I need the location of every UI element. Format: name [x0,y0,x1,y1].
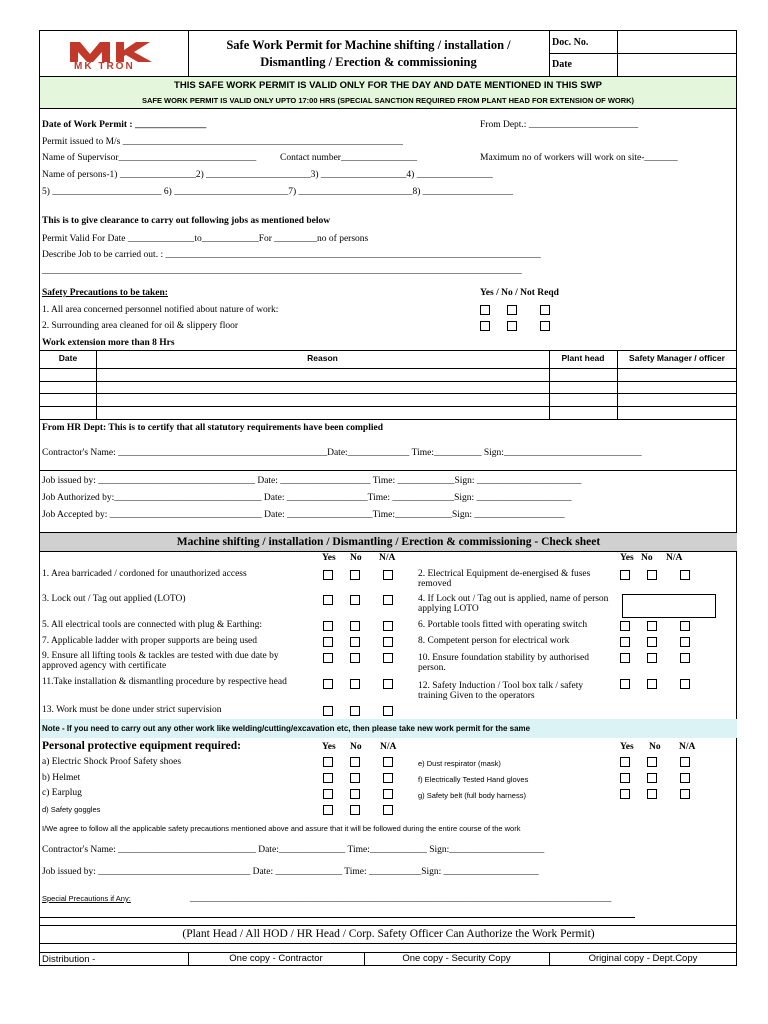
check-3-na-checkbox[interactable] [383,595,393,605]
hr-contractor-name-field[interactable]: Contractor's Name: ____________________________________________Date:_____________ Time:__________ Sign:_____________________________ [42,448,642,458]
check-1-no-checkbox[interactable] [350,570,360,580]
extension-col-safety-manager: Safety Manager / officer [629,353,725,363]
ppe-a-yes-checkbox[interactable] [323,757,333,767]
max-workers-field[interactable]: Maximum no of workers will work on site-_______ [480,153,678,163]
checksheet-right-no-header: No [641,553,653,563]
validity-time-notice [40,94,736,109]
extension-heading: Work extension more than 8 Hrs [42,338,175,348]
date-label: Date [552,59,572,70]
validity-notice [40,76,736,95]
special-precautions-field[interactable]: _____________________________________________________________________________________________________ [190,893,612,902]
from-dept-field[interactable]: From Dept.: _______________________ [480,120,639,130]
doc-no-value[interactable] [618,31,736,52]
check-3-no-checkbox[interactable] [350,595,360,605]
ppe-d-no-checkbox[interactable] [350,805,360,815]
ppe-item-f: f) Electrically Tested Hand gloves [418,775,529,784]
extension-col-date: Date [58,353,78,363]
check-item-13: 13. Work must be done under strict supervision [42,705,222,715]
check-2-yes-checkbox[interactable] [620,570,630,580]
check-13-yes-checkbox[interactable] [323,706,333,716]
precaution-2-no-checkbox[interactable] [507,321,517,331]
check-12-na-checkbox[interactable] [680,679,690,689]
ppe-c-na-checkbox[interactable] [383,789,393,799]
special-precautions-label: Special Precautions if Any: [42,894,131,903]
check-1-yes-checkbox[interactable] [323,570,333,580]
checksheet-left-na-header: N/A [379,553,396,563]
new-permit-note [40,719,737,738]
check-item-6: 6. Portable tools fitted with operating switch [418,620,588,630]
ppe-g-na-checkbox[interactable] [680,789,690,799]
hr-heading: From HR Dept: This is to certify that all statutory requirements have been complied [42,423,383,433]
check-5-na-checkbox[interactable] [383,621,393,631]
job-issued-by-field[interactable]: Job issued by: _________________________________ Date: ___________________ Time: ____________Sign: ______________________ [42,476,582,486]
footer-contractor-name-field[interactable]: Contractor's Name: _____________________________ Date:______________ Time:____________ Sign:____________________ [42,845,545,855]
ppe-right-na-header: N/A [679,742,696,752]
date-of-permit-field[interactable]: Date of Work Permit : _______________ [42,120,207,130]
check-10-na-checkbox[interactable] [680,653,690,663]
precaution-1: 1. All area concerned personnel notified about nature of work: [42,305,279,315]
authorize-note [40,926,737,943]
check-item-11: 11.Take installation & dismantling procedure by respective head [42,677,287,687]
distribution-contractor-copy: One copy - Contractor [229,953,323,964]
ppe-g-yes-checkbox[interactable] [620,789,630,799]
extension-col-plant-head: Plant head [561,353,605,363]
checksheet-heading [40,532,737,552]
precaution-1-notreqd-checkbox[interactable] [540,305,550,315]
ppe-f-no-checkbox[interactable] [647,773,657,783]
ppe-item-b: b) Helmet [42,773,81,783]
checksheet-right-yes-header: Yes [620,553,634,563]
check-8-na-checkbox[interactable] [680,637,690,647]
check-11-no-checkbox[interactable] [350,679,360,689]
check-7-yes-checkbox[interactable] [323,637,333,647]
check-6-yes-checkbox[interactable] [620,621,630,631]
check-6-na-checkbox[interactable] [680,621,690,631]
describe-job-line-2[interactable]: _____________________________________________________________________________________________________ [42,266,522,276]
ppe-b-na-checkbox[interactable] [383,773,393,783]
ppe-f-yes-checkbox[interactable] [620,773,630,783]
ppe-item-e: e) Dust respirator (mask) [418,759,501,768]
supervisor-field[interactable]: Name of Supervisor_____________________________ [42,153,257,163]
check-5-yes-checkbox[interactable] [323,621,333,631]
footer-job-issued-by-field[interactable]: Job issued by: ________________________________ Date: ______________ Time: ___________Sign: ____________________ [42,867,539,877]
check-item-1: 1. Area barricaded / cordoned for unauthorized access [42,569,247,579]
check-7-na-checkbox[interactable] [383,637,393,647]
permit-title-line2: Dismantling / Erection & commissioning [260,55,477,69]
agreement-text: I/We agree to follow all the applicable safety precautions mentioned above and assure that it will be followed during the entire course of the work [42,824,521,833]
ppe-e-yes-checkbox[interactable] [620,757,630,767]
check-7-no-checkbox[interactable] [350,637,360,647]
ppe-d-yes-checkbox[interactable] [323,805,333,815]
valid-for-date-field[interactable]: Permit Valid For Date ______________to____________For _________no of persons [42,234,369,244]
check-2-no-checkbox[interactable] [647,570,657,580]
company-logo [66,38,162,72]
checksheet-left-no-header: No [350,553,362,563]
precaution-1-yes-checkbox[interactable] [480,305,490,315]
check-item-4: 4. If Lock out / Tag out is applied, name of person applying LOTO [418,594,609,614]
distribution-dept-copy: Original copy - Dept.Copy [588,953,698,964]
ppe-item-d: d) Safety goggles [42,805,101,814]
authorize-note-text: (Plant Head / All HOD / HR Head / Corp. Safety Officer Can Authorize the Work Permit) [182,928,595,940]
validity-time-notice-text: SAFE WORK PERMIT IS VALID ONLY UPTO 17:00 HRS (SPECIAL SANCTION REQUIRED FROM PLANT HEAD FOR EXTENSION OF WORK) [141,96,635,105]
check-item-3: 3. Lock out / Tag out applied (LOTO) [42,594,186,604]
check-6-no-checkbox[interactable] [647,621,657,631]
ppe-item-c: c) Earplug [42,788,82,798]
new-permit-note-text: Note - If you need to carry out any other work like welding/cutting/excavation etc, then please take new work permit for the same [42,724,531,733]
ppe-left-no-header: No [350,742,362,752]
check-2-na-checkbox[interactable] [680,570,690,580]
persons-row-2[interactable]: 5) _______________________ 6) ________________________7) ________________________8) ___________________ [42,187,514,197]
check-item-10: 10. Ensure foundation stability by authorised person. [418,653,589,673]
check-8-yes-checkbox[interactable] [620,637,630,647]
ppe-b-no-checkbox[interactable] [350,773,360,783]
check-item-12: 12. Safety Induction / Tool box talk / safety training Given to the operators [418,681,584,701]
checksheet-heading-text: Machine shifting / installation / Dismantling / Erection & commissioning - Check sheet [176,536,601,548]
ppe-e-no-checkbox[interactable] [647,757,657,767]
check-11-na-checkbox[interactable] [383,679,393,689]
ppe-a-no-checkbox[interactable] [350,757,360,767]
ppe-right-no-header: No [649,742,661,752]
precaution-1-no-checkbox[interactable] [507,305,517,315]
check-item-5: 5. All electrical tools are connected with plug & Earthing: [42,620,263,630]
ppe-left-yes-header: Yes [322,742,336,752]
check-item-7: 7. Applicable ladder with proper supports are being used [42,636,258,646]
check-11-yes-checkbox[interactable] [323,679,333,689]
ppe-c-yes-checkbox[interactable] [323,789,333,799]
logo-text: MK TRON [74,61,135,72]
check-8-no-checkbox[interactable] [647,637,657,647]
clearance-heading: This is to give clearance to carry out following jobs as mentioned below [42,216,331,226]
validity-notice-text: THIS SAFE WORK PERMIT IS VALID ONLY FOR THE DAY AND DATE MENTIONED IN THIS SWP [174,80,602,91]
ppe-c-no-checkbox[interactable] [350,789,360,799]
precaution-2-yes-checkbox[interactable] [480,321,490,331]
checksheet-left-yes-header: Yes [322,553,336,563]
loto-person-name-box[interactable] [622,594,716,618]
check-1-na-checkbox[interactable] [383,570,393,580]
check-item-9: 9. Ensure all lifting tools & tackles are tested with due date by approved agency with certificate [42,651,279,671]
ppe-item-a: a) Electric Shock Proof Safety shoes [42,757,182,767]
safety-precautions-heading: Safety Precautions to be taken: [42,288,168,298]
date-value[interactable] [618,54,736,75]
contact-field[interactable]: Contact number________________ [280,153,417,163]
check-5-no-checkbox[interactable] [350,621,360,631]
ppe-d-na-checkbox[interactable] [383,805,393,815]
persons-row-1[interactable]: Name of persons-1) ________________2) ______________________3) __________________4) ________________ [42,170,493,180]
precaution-2-notreqd-checkbox[interactable] [540,321,550,331]
job-authorized-by-field[interactable]: Job Authorized by:_______________________________ Date: _________________Time: _____________Sign: ____________________ [42,493,572,503]
ppe-item-g: g) Safety belt (full body harness) [418,791,526,800]
ppe-e-na-checkbox[interactable] [680,757,690,767]
extension-col-reason: Reason [307,353,338,363]
issued-to-field[interactable]: Permit issued to M/s ___________________________________________________________ [42,137,404,147]
check-3-yes-checkbox[interactable] [323,595,333,605]
checksheet-right-na-header: N/A [666,553,683,563]
ppe-left-na-header: N/A [380,742,397,752]
precaution-2: 2. Surrounding area cleaned for oil & slippery floor [42,321,239,331]
distribution-label: Distribution - [42,954,96,965]
check-10-no-checkbox[interactable] [647,653,657,663]
check-12-no-checkbox[interactable] [647,679,657,689]
check-13-na-checkbox[interactable] [383,706,393,716]
distribution-security-copy: One copy - Security Copy [402,953,511,964]
job-accepted-by-field[interactable]: Job Accepted by: ________________________________ Date: __________________Time:____________Sign: ___________________ [42,510,565,520]
ppe-b-yes-checkbox[interactable] [323,773,333,783]
doc-no-label: Doc. No. [552,37,589,48]
ppe-g-no-checkbox[interactable] [647,789,657,799]
ppe-a-na-checkbox[interactable] [383,757,393,767]
check-12-yes-checkbox[interactable] [620,679,630,689]
ppe-heading: Personal protective equipment required: [42,740,241,752]
check-10-yes-checkbox[interactable] [620,653,630,663]
permit-title-line1: Safe Work Permit for Machine shifting / installation / [226,38,511,52]
ppe-f-na-checkbox[interactable] [680,773,690,783]
describe-job-field[interactable]: Describe Job to be carried out. : _______________________________________________________________________________ [42,250,541,260]
check-9-yes-checkbox[interactable] [323,653,333,663]
yes-no-notreqd-header: Yes / No / Not Reqd [480,288,559,298]
check-13-no-checkbox[interactable] [350,706,360,716]
check-9-na-checkbox[interactable] [383,653,393,663]
check-item-2: 2. Electrical Equipment de-energised & fuses removed [418,569,591,589]
check-item-8: 8. Competent person for electrical work [418,636,570,646]
check-9-no-checkbox[interactable] [350,653,360,663]
ppe-right-yes-header: Yes [620,742,634,752]
